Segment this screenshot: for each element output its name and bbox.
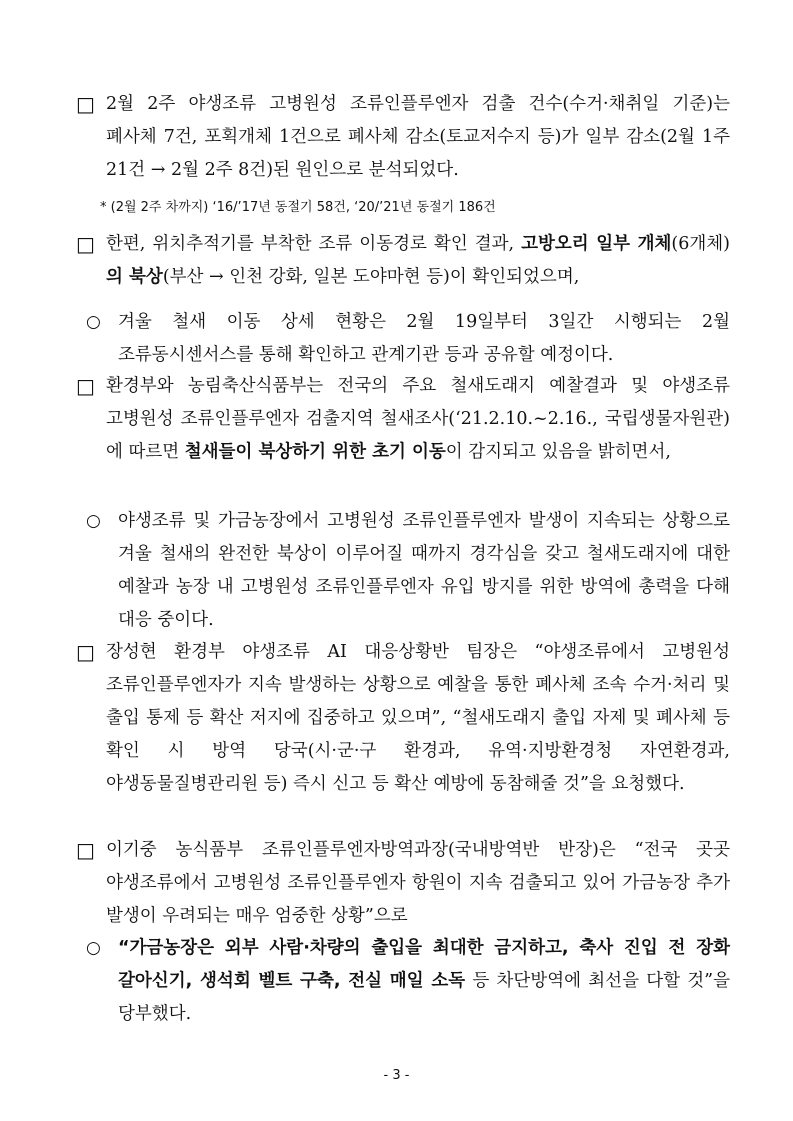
page-number: - 3 - bbox=[383, 1068, 410, 1083]
paragraph-environment-quote bbox=[76, 636, 730, 801]
circle-bullet-icon: ○ bbox=[86, 312, 101, 332]
paragraph-text: 겨울 철새 이동 상세 현황은 2월 19일부터 3일간 시행되는 2월 조류동시센서스를 통해 확인하고 관계기관 등과 공유할 예정이다. bbox=[118, 312, 730, 365]
bold-emphasis: 철새들이 북상하기 위한 초기 이동 bbox=[184, 442, 446, 462]
bold-emphasis: 고방오리 일부 개체 bbox=[521, 234, 672, 254]
subparagraph-response bbox=[86, 505, 730, 637]
paragraph-text: 장성현 환경부 야생조류 AI 대응상황반 팀장은 “야생조류에서 고병원성 조류인플루엔자가 지속 발생하는 상황으로 예찰을 통한 폐사체 조속 수거·처리 및 출입 통제 등 확산 저지에 집중하고 있으며”, “철새도래지 출입 자제 및 폐사체 등 확인 시 방역 당국(시·군·구 환경과, 유역·지방환경청 자연환경과, 야생동물질병관리원 등) 즉시 신고 등 확산 예방에 동참해줄 것”을 요청했다. bbox=[106, 642, 730, 794]
circle-bullet-icon: ○ bbox=[86, 511, 101, 531]
subparagraph-census bbox=[86, 306, 730, 372]
paragraph-detection-count bbox=[76, 88, 730, 187]
paragraph-migration-survey bbox=[76, 370, 730, 469]
paragraph-text: 이기중 농식품부 조류인플루엔자방역과장(국내방역반 반장)은 “전국 곳곳 야생조류에서 고병원성 조류인플루엔자 항원이 지속 검출되고 있어 가금농장 추가 발생이 우려되는 매우 엄중한 상황”으로 bbox=[106, 840, 730, 926]
paragraph-agriculture-quote bbox=[76, 834, 730, 933]
paragraph-text: “가금농장은 외부 사람·차량의 출입을 최대한 금지하고, 축사 진입 전 장화 갈아신기, 생석회 벨트 구축, 전실 매일 소독 등 차단방역에 최선을 다할 것”을 당부했다. bbox=[118, 938, 730, 1024]
paragraph-text: 환경부와 농림축산식품부는 전국의 주요 철새도래지 예찰결과 및 야생조류 고병원성 조류인플루엔자 검출지역 철새조사(‘21.2.10.~2.16., 국립생물자원관)에 따르면 철새들이 북상하기 위한 초기 이동이 감지되고 있음을 밝히면서, bbox=[106, 376, 730, 462]
square-bullet-icon: □ bbox=[76, 232, 95, 256]
subparagraph-quarantine-request bbox=[86, 932, 730, 1031]
paragraph-text: 2월 2주 야생조류 고병원성 조류인플루엔자 검출 건수(수거·채취일 기준)는 폐사체 7건, 포획개체 1건으로 폐사체 감소(토교저수지 등)가 일부 감소(2월 1주 21건 → 2월 2주 8건)된 원인으로 분석되었다. bbox=[106, 94, 730, 180]
bold-emphasis: 의 북상 bbox=[106, 267, 163, 287]
paragraph-text: 한편, 위치추적기를 부착한 조류 이동경로 확인 결과, 고방오리 일부 개체(6개체)의 북상(부산 → 인천 강화, 일본 도야마현 등)이 확인되었으며, bbox=[106, 234, 730, 287]
square-bullet-icon: □ bbox=[76, 838, 95, 862]
footnote-comparison: * (2월 2주 차까지) ‘16/’17년 동절기 58건, ‘20/’21년 동절기 186건 bbox=[100, 200, 496, 215]
circle-bullet-icon: ○ bbox=[86, 938, 101, 958]
paragraph-tracking-result bbox=[76, 228, 730, 294]
square-bullet-icon: □ bbox=[76, 374, 95, 398]
square-bullet-icon: □ bbox=[76, 640, 95, 664]
square-bullet-icon: □ bbox=[76, 92, 95, 116]
bold-emphasis: “가금농장은 외부 사람·차량의 출입을 최대한 금지하고, 축사 진입 전 장화 갈아신기, 생석회 벨트 구축, 전실 매일 소독 bbox=[118, 938, 730, 991]
paragraph-text: 야생조류 및 가금농장에서 고병원성 조류인플루엔자 발생이 지속되는 상황으로 겨울 철새의 완전한 북상이 이루어질 때까지 경각심을 갖고 철새도래지에 대한 예찰과 농장 내 고병원성 조류인플루엔자 유입 방지를 위한 방역에 총력을 다해 대응 중이다. bbox=[118, 511, 730, 630]
